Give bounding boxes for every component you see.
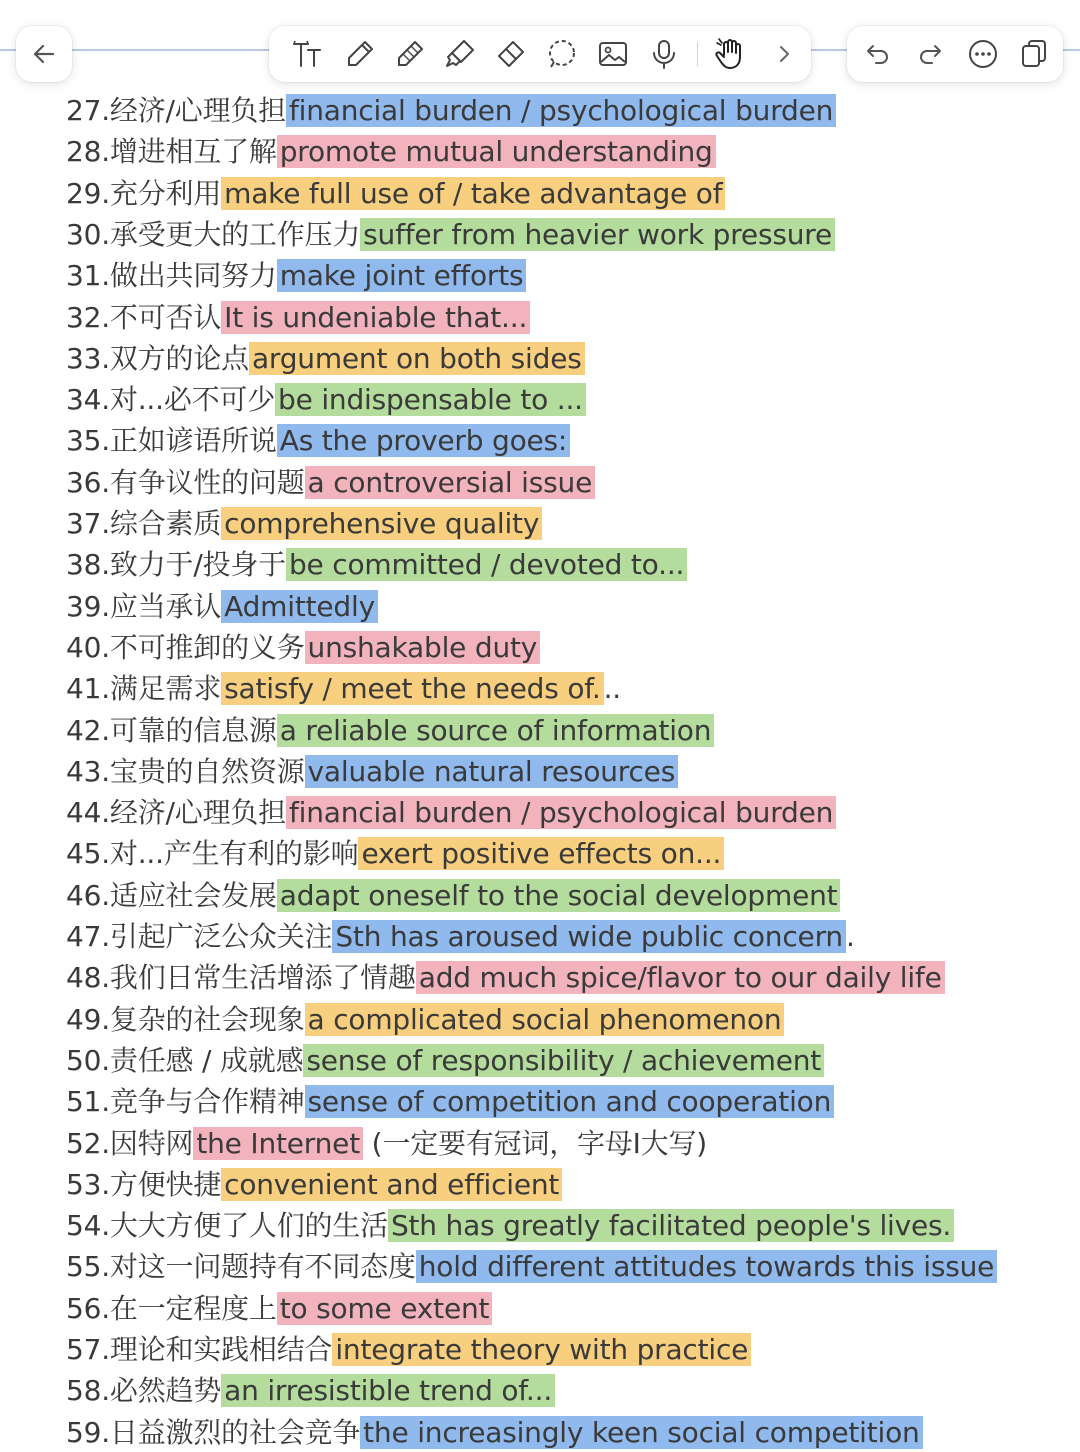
chinese-phrase: 41.满足需求 [66,672,222,706]
chinese-phrase: 58.必然趋势 [66,1374,222,1408]
chinese-phrase: 56.在一定程度上 [66,1291,277,1325]
chinese-phrase: 27.经济/心理负担 [66,94,286,127]
chinese-phrase: 28.增进相互了解 [66,135,277,169]
chinese-phrase: 54.大大方便了人们的生活 [66,1209,388,1243]
english-phrase-highlight: unshakable duty [305,631,541,664]
divider-line-right [1063,49,1080,51]
english-phrase-highlight: Admittedly [221,590,378,623]
phrase-note: . [845,920,855,953]
back-button[interactable] [16,26,72,82]
phrase-line [66,216,835,254]
english-phrase-highlight: financial burden / psychological burden [286,94,836,127]
phrase-line [66,1001,784,1039]
highlighter-icon[interactable] [435,26,485,82]
english-phrase-highlight: valuable natural resources [305,755,679,788]
divider-line-mid-right [811,49,847,51]
phrase-line [66,505,542,543]
chinese-phrase: 46.适应社会发展 [66,878,277,912]
phrase-line [66,1372,555,1410]
english-phrase-highlight: Sth has aroused wide public concern [332,920,846,953]
chinese-phrase: 44.经济/心理负担 [66,796,286,830]
english-phrase-highlight: to some extent [277,1292,493,1325]
drawing-toolbar [269,26,811,82]
pages-icon[interactable] [1009,26,1059,82]
english-phrase-highlight: argument on both sides [249,342,585,375]
phrase-line [66,629,540,667]
phrase-line [66,1083,834,1121]
english-phrase-highlight: sense of competition and cooperation [305,1085,835,1118]
chinese-phrase: 47.引起广泛公众关注 [66,920,333,953]
phrase-line [66,918,855,956]
phrase-line [66,133,716,171]
english-phrase-highlight: adapt oneself to the social development [277,879,841,912]
eraser-icon[interactable] [485,26,535,82]
english-phrase-highlight: hold different attitudes towards this issue [416,1250,997,1283]
chinese-phrase: 35.正如谚语所说 [66,424,277,458]
chinese-phrase: 29.充分利用 [66,176,222,210]
english-phrase-highlight: sense of responsibility / achievement [303,1044,824,1077]
english-phrase-highlight: It is undeniable that... [221,301,530,334]
english-phrase-highlight: financial burden / psychological burden [286,796,836,829]
english-phrase-highlight: promote mutual understanding [277,135,716,168]
phrase-line [66,299,530,337]
english-phrase-highlight: satisfy / meet the needs of. [221,672,603,705]
phrase-line [66,588,378,626]
chinese-phrase: 37.综合素质 [66,507,222,540]
english-phrase-highlight: integrate theory with practice [332,1333,751,1366]
chinese-phrase: 32.不可否认 [66,300,222,334]
phrase-line [66,835,724,873]
phrase-line [66,959,945,997]
pencil-icon[interactable] [385,26,435,82]
text-tool-icon[interactable] [283,26,333,82]
redo-icon[interactable] [905,26,955,82]
phrase-line [66,794,836,832]
phrase-line [66,546,687,584]
english-phrase-highlight: convenient and efficient [221,1168,562,1201]
chevron-right-icon[interactable] [761,26,807,82]
chinese-phrase: 51.竞争与合作精神 [66,1085,305,1119]
phrase-line [66,175,725,213]
phrase-line [66,1125,707,1163]
english-phrase-highlight: Sth has greatly facilitated people's lives. [388,1209,954,1242]
phrase-line [66,670,621,708]
image-icon[interactable] [587,26,639,82]
english-phrase-highlight: a reliable source of information [277,714,715,747]
phrase-note: (一定要有冠词，字母I大写) [362,1126,707,1160]
divider-line-left [0,49,16,51]
chinese-phrase: 48.我们日常生活增添了情趣 [66,961,416,995]
arrow-left-icon[interactable] [16,26,72,82]
more-icon[interactable] [957,26,1009,82]
phrase-line [66,422,570,460]
toolbar-separator [697,42,698,66]
phrase-line [66,92,836,130]
undo-icon[interactable] [853,26,903,82]
chinese-phrase: 53.方便快捷 [66,1167,222,1201]
english-phrase-highlight: make full use of / take advantage of [221,177,725,210]
english-phrase-highlight: a complicated social phenomenon [305,1003,785,1036]
english-phrase-highlight: the increasingly keen social competition [360,1416,922,1449]
chinese-phrase: 59.日益激烈的社会竞争 [66,1415,361,1449]
phrase-line [66,1166,562,1204]
english-phrase-highlight: be committed / devoted to... [286,548,687,581]
english-phrase-highlight: add much spice/flavor to our daily life [416,961,945,994]
chinese-phrase: 50.责任感 / 成就感 [66,1043,304,1077]
chinese-phrase: 52.因特网 [66,1126,194,1160]
phrase-line [66,257,526,295]
hand-icon[interactable] [705,26,757,82]
english-phrase-highlight: As the proverb goes: [277,424,570,457]
chinese-phrase: 33.双方的论点 [66,341,249,375]
phrase-note: .. [603,672,621,706]
chinese-phrase: 39.应当承认 [66,589,222,623]
english-phrase-highlight: exert positive effects on... [358,837,724,870]
chinese-phrase: 45.对...产生有利的影响 [66,837,359,871]
phrase-line [66,877,840,915]
phrase-line [66,753,678,791]
phrase-line [66,1414,923,1452]
english-phrase-highlight: comprehensive quality [221,507,542,540]
microphone-icon[interactable] [639,26,689,82]
chinese-phrase: 36.有争议性的问题 [66,465,305,499]
phrase-line [66,340,585,378]
phrase-line [66,1290,492,1328]
english-phrase-highlight: make joint efforts [277,259,527,292]
chinese-phrase: 55.对这一问题持有不同态度 [66,1250,416,1284]
english-phrase-highlight: a controversial issue [305,466,596,499]
chinese-phrase: 42.可靠的信息源 [66,713,277,747]
phrase-line [66,381,586,419]
chinese-phrase: 49.复杂的社会现象 [66,1002,305,1036]
english-phrase-highlight: an irresistible trend of... [221,1374,555,1407]
phrase-line [66,464,595,502]
english-phrase-highlight: suffer from heavier work pressure [360,218,835,251]
chinese-phrase: 40.不可推卸的义务 [66,630,305,664]
chinese-phrase: 30.承受更大的工作压力 [66,217,361,251]
chinese-phrase: 57.理论和实践相结合 [66,1333,333,1366]
divider-line-mid-left [72,49,269,51]
chinese-phrase: 34.对...必不可少 [66,383,276,417]
lasso-icon[interactable] [537,26,587,82]
phrase-line [66,1248,997,1286]
pen-icon[interactable] [335,26,385,82]
chinese-phrase: 43.宝贵的自然资源 [66,754,305,788]
phrase-line [66,1331,751,1369]
chinese-phrase: 31.做出共同努力 [66,259,277,293]
phrase-line [66,1042,824,1080]
english-phrase-highlight: be indispensable to ... [275,383,586,416]
chinese-phrase: 38.致力于/投身于 [66,548,286,582]
phrase-line [66,712,714,750]
document-actions [847,26,1063,82]
phrase-line [66,1207,954,1245]
english-phrase-highlight: the Internet [193,1127,363,1160]
